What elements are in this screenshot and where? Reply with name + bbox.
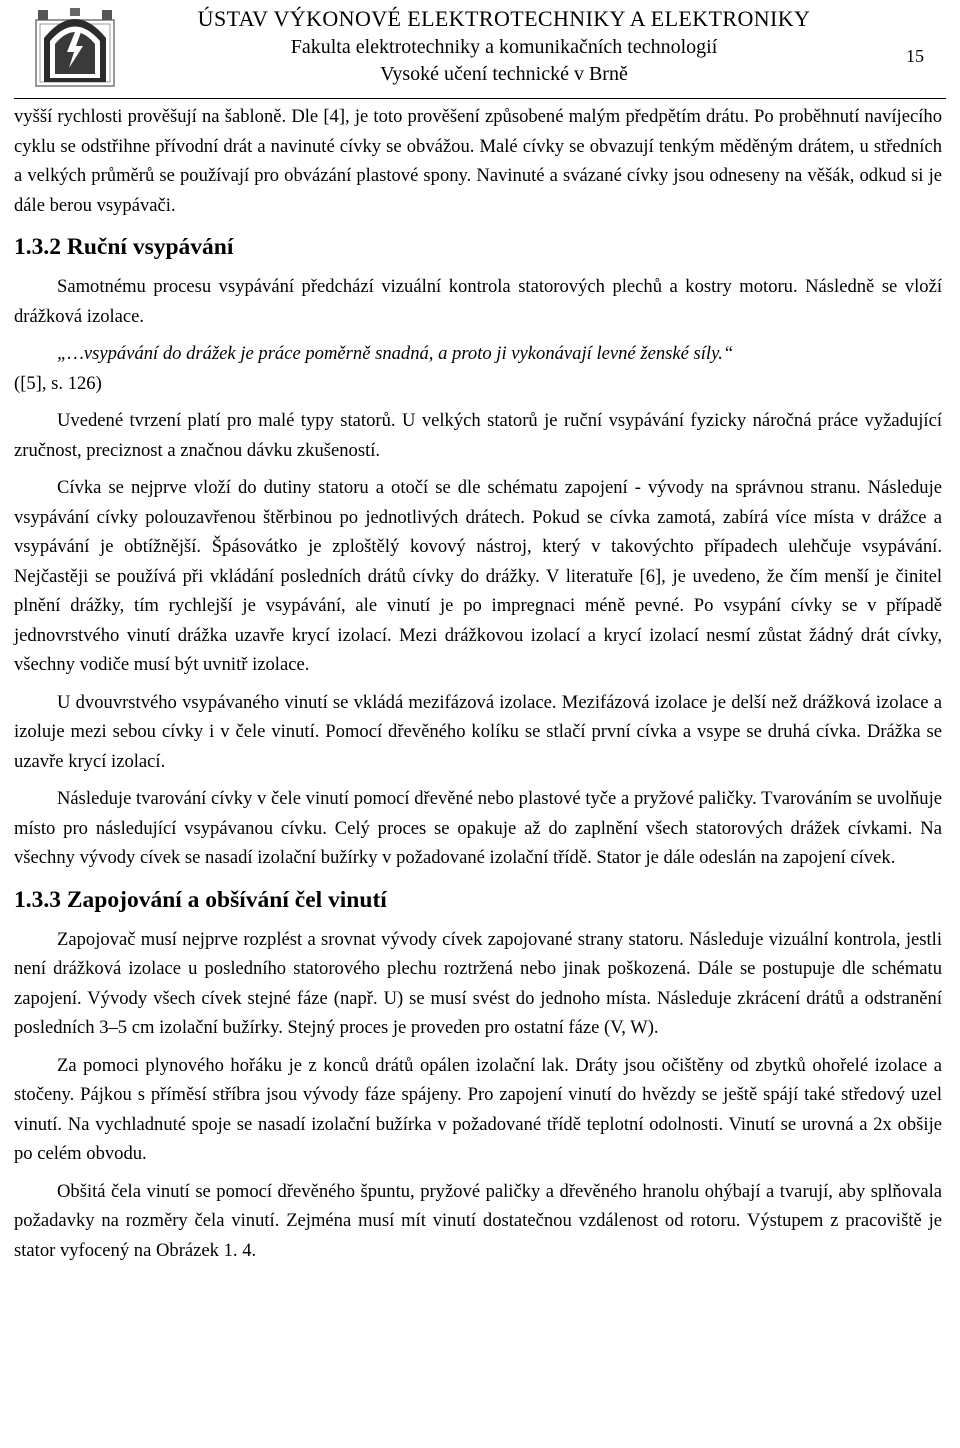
page-number: 15: [906, 46, 924, 66]
page-header: [14, 0, 946, 99]
paragraph-6: Následuje tvarování cívky v čele vinutí pomocí dřevěné nebo plastové tyče a pryžové paličky. Tvarováním se uvolňuje místo pro následující vsypávanou cívku. Celý proces se opakuje až do zaplnění všech statorových drážek cívkami. Na všechny vývody cívek se nasadí izolační bužírky v požadované izolační třídě. Stator je dále odeslán na zapojení cívek.: [14, 788, 942, 868]
paragraph-7: Zapojovač musí nejprve rozplést a srovnat vývody cívek zapojované strany statoru. Následuje vizuální kontrola, jestli není drážková izolace u posledního statorového plechu roztržená nebo jinak poškozená. Dále se postupuje dle schématu zapojení. Vývody všech cívek stejné fáze (např. U) se musí svést do jednoho místa. Následuje zkrácení drátů a odstranění posledních 3–5 cm izolační bužírky. Stejný proces je proveden pro ostatní fáze (V, W).: [14, 928, 942, 1038]
paragraph-5: U dvouvrstvého vsypávaného vinutí se vkládá mezifázová izolace. Mezifázová izolace je delší než drážková izolace a izoluje mezi sebou cívky i v čele vinutí. Pomocí dřevěného kolíku se stlačí první cívka a vsype se druhá cívka. Drážka se uzavře krycí izolací.: [14, 691, 942, 772]
university-logo-icon: [34, 8, 116, 88]
paragraph-1: vyšší rychlosti prověšují na šabloně. Dle [4], je toto prověšení způsobené malým předpětím drátu. Po proběhnutí navíjecího cyklu se odstřihne přívodní drát a navinuté cívky se obvážou. Malé cívky se obvazují tenkým měděným drátem, u středních a velkých průměrů se používají pro obvázání plastové spony. Navinuté a svázané cívky jsou odneseny na věšák, odkud si je dále berou vsypávači.: [14, 106, 942, 216]
paragraph-9: Obšitá čela vinutí se pomocí dřevěného špuntu, pryžové paličky a dřevěného hranolu ohýbají a tvarují, aby splňovala požadavky na rozměry čela vinutí. Zejména musí mít vinutí dostatečnou vzdálenost od rotoru. Výstupem z pracoviště je stator vyfocený na Obrázek 1. 4.: [14, 1180, 942, 1261]
paragraph-2: Samotnému procesu vsypávání předchází vizuální kontrola statorových plechů a kostry motoru. Následně se vloží drážková izolace.: [14, 276, 942, 327]
paragraph-8: Za pomoci plynového hořáku je z konců drátů opálen izolační lak. Dráty jsou očištěny od zbytků ohořelé izolace a stočeny. Pájkou s příměsí stříbra jsou vývody fáze spájeny. Pro zapojení vinutí do hvězdy se ještě spájí také středový uzel vinutí. Na vychladnuté spoje se nasadí izolační bužírka v požadované třídě teplotní odolnosti. Vinutí se urovná a 2x obšije po celém obvodu.: [14, 1054, 942, 1164]
institution-block: [134, 4, 874, 88]
paragraph-4: Cívka se nejprve vloží do dutiny statoru a otočí se dle schématu zapojení - vývody na správnou stranu. Následuje vsypávání cívky polouzavřenou štěrbinou po jednotlivých drátech. Pokud se cívka zamotá, zabírá více místa v drážce a vsypávání je obtížnější. Špásovátko je zploštělý kovový nástroj, který v takovýchto případech ulehčuje vsypávání. Nejčastěji se používá při vkládání posledních drátů cívky do drážky. V literatuře [6], je uvedeno, že čím menší je činitel plnění drážky, tím rychlejší je vsypávání, ale vinutí je po impregnaci méně pevné. Po vsypání cívky se v případě jednovrstvého vinutí drážka uzavře krycí izolací. Mezi drážkovou izolací a krycí izolací nesmí zůstat žádný drát cívky, všechny vodiče musí být uvnitř izolace.: [14, 477, 942, 675]
university-name: Vysoké učení technické v Brně: [380, 63, 628, 85]
institute-name: ÚSTAV VÝKONOVÉ ELEKTROTECHNIKY A ELEKTRONIKY: [197, 6, 811, 31]
faculty-name: Fakulta elektrotechniky a komunikačních technologií: [290, 36, 718, 58]
quotation: „…vsypávání do drážek je práce poměrně snadná, a proto ji vykonávají levné ženské síly.“: [57, 343, 734, 364]
quotation-reference: ([5], s. 126): [14, 372, 102, 394]
section-heading-1-3-3: 1.3.3 Zapojování a obšívání čel vinutí: [14, 886, 387, 913]
section-heading-1-3-2: 1.3.2 Ruční vsypávání: [14, 234, 234, 260]
paragraph-3: Uvedené tvrzení platí pro malé typy statorů. U velkých statorů je ruční vsypávání fyzicky náročná práce vyžadující zručnost, preciznost a značnou dávku zkušeností.: [14, 410, 942, 461]
body-text: [14, 102, 942, 1265]
